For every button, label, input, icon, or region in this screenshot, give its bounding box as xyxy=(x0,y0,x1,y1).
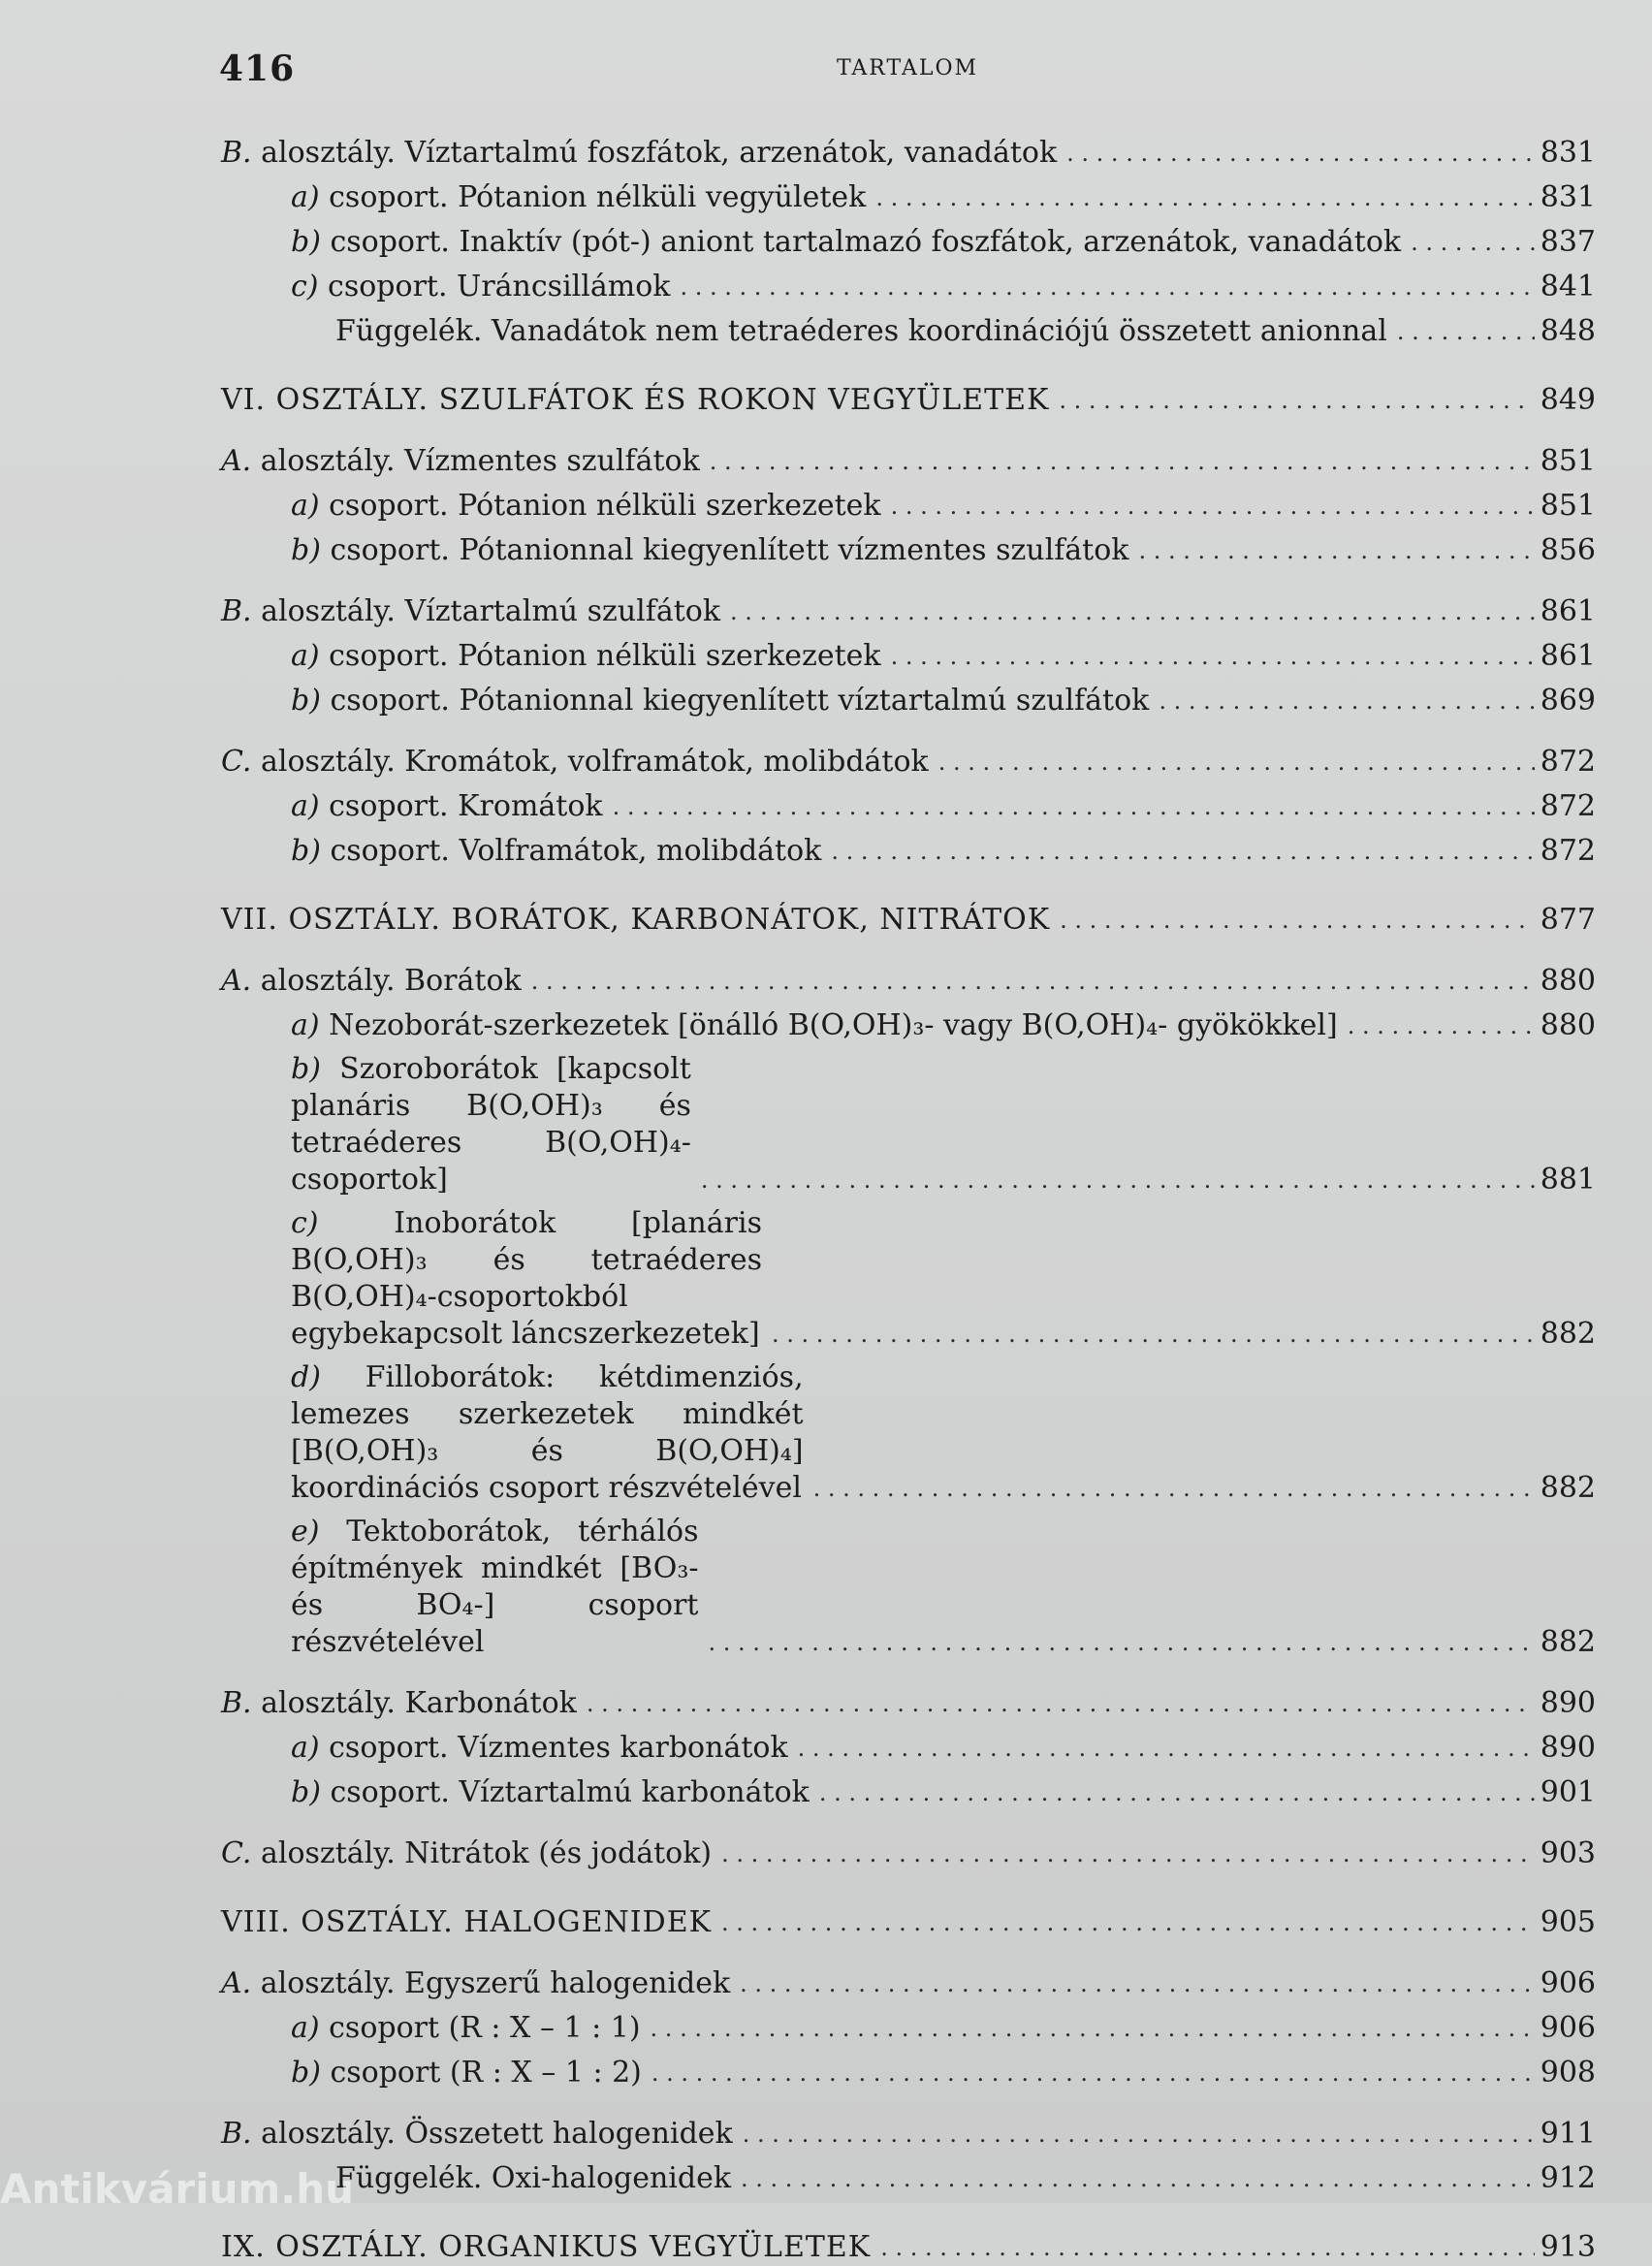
watermark: Antikvárium.hu xyxy=(0,2165,355,2203)
toc-entry-label xyxy=(221,135,1057,172)
dot-leader xyxy=(1397,312,1535,350)
toc-entry-label xyxy=(221,593,720,630)
toc-entry xyxy=(221,1205,1596,1353)
toc-entry-label xyxy=(291,1051,691,1198)
toc-entry-label xyxy=(221,1904,712,1941)
toc-entry-text: IX. OSZTÁLY. ORGANIKUS VEGYÜLETEK xyxy=(221,2230,872,2264)
toc-entry-prefix: C. xyxy=(221,1836,252,1870)
toc-entry-text: Függelék. Oxi-halogenidek xyxy=(335,2161,732,2195)
toc-entry-label xyxy=(335,2160,731,2197)
toc-entry xyxy=(221,134,1596,172)
toc-entry-text: Filloborátok: kétdimenziós, lemezes szerkezetek mindkét [B(O,OH)₃ és B(O,OH)₄] koordinációs csoport részvételével xyxy=(291,1360,804,1505)
toc-entry-page: 913 xyxy=(1540,2230,1596,2264)
toc-entry xyxy=(221,1006,1596,1044)
toc-entry-prefix: A. xyxy=(221,964,252,998)
toc-entry-page: 906 xyxy=(1540,2011,1596,2045)
dot-leader xyxy=(730,592,1535,630)
toc-entry-label xyxy=(221,1685,577,1722)
dot-leader xyxy=(721,1903,1535,1941)
toc-entry-text: csoport. Pótanionnal kiegyenlített víztartalmú szulfátok xyxy=(320,684,1150,718)
dot-leader xyxy=(819,1773,1535,1811)
toc-entry-label xyxy=(291,788,603,825)
dot-leader xyxy=(772,1315,1535,1353)
toc-entry-page: 848 xyxy=(1540,314,1596,348)
dot-leader xyxy=(798,1729,1535,1767)
dot-leader xyxy=(1411,223,1535,261)
toc-entry-page: 856 xyxy=(1540,533,1596,567)
toc-entry xyxy=(221,2228,1596,2266)
toc-entry-label xyxy=(291,1359,804,1507)
page-number: 416 xyxy=(219,48,296,89)
dot-leader xyxy=(1159,682,1534,719)
dot-leader xyxy=(741,2159,1535,2197)
toc-entry xyxy=(221,2054,1596,2091)
toc-entry-text: alosztály. Nitrátok (és jodátok) xyxy=(251,1836,713,1870)
toc-entry-text: alosztály. Víztartalmú szulfátok xyxy=(251,594,721,628)
toc-entry-label xyxy=(291,1007,1338,1044)
toc-entry-page: 882 xyxy=(1540,1625,1596,1659)
dot-leader xyxy=(813,1469,1535,1507)
toc-entry-text: csoport. Inaktív (pót-) aniont tartalmazó foszfátok, arzenátok, vanadátok xyxy=(320,225,1402,259)
toc-entry-label xyxy=(221,1835,712,1872)
toc-entry-text: alosztály. Víztartalmú foszfátok, arzenátok, vanadátok xyxy=(251,136,1058,170)
toc-entry-page: 912 xyxy=(1540,2161,1596,2195)
toc-entry-label xyxy=(221,744,929,781)
toc-entry-label xyxy=(291,1205,762,1353)
toc-entry xyxy=(221,1514,1596,1661)
toc-entry-prefix: C. xyxy=(221,745,252,779)
toc-entry-page: 908 xyxy=(1540,2056,1596,2090)
toc-entry xyxy=(221,312,1596,350)
toc-entry xyxy=(221,682,1596,719)
toc-entry-label xyxy=(221,1965,730,2002)
toc-entry-prefix: A. xyxy=(221,1966,252,2000)
toc-entry xyxy=(221,1903,1596,1941)
toc-entry-prefix: e) xyxy=(291,1515,320,1548)
toc-entry-prefix: a) xyxy=(291,489,320,523)
toc-entry xyxy=(221,2009,1596,2047)
toc-entry xyxy=(221,178,1596,216)
toc-entry-prefix: a) xyxy=(291,789,320,823)
toc-entry xyxy=(221,901,1596,939)
toc-entry-text: VI. OSZTÁLY. SZULFÁTOK ÉS ROKON VEGYÜLETEK xyxy=(221,383,1050,417)
toc-entry-text: alosztály. Összetett halogenidek xyxy=(251,2117,733,2151)
toc-entry-text: Nezoborát-szerkezetek [önálló B(O,OH)₃- vagy B(O,OH)₄- gyökökkel] xyxy=(319,1008,1338,1042)
toc-entry-text: alosztály. Kromátok, volframátok, molibdátok xyxy=(251,745,929,779)
toc-entry-page: 869 xyxy=(1540,684,1596,718)
toc-entry-text: alosztály. Karbonátok xyxy=(251,1686,577,1720)
toc-entry-label xyxy=(291,638,881,675)
toc-entry-page: 849 xyxy=(1540,383,1596,417)
toc-entry-text: Függelék. Vanadátok nem tetraéderes koordinációjú összetett anionnal xyxy=(335,314,1387,348)
toc-entry-page: 906 xyxy=(1540,1966,1596,2000)
toc-entry xyxy=(221,592,1596,630)
toc-entry-prefix: A. xyxy=(221,444,252,478)
toc-entry-prefix: a) xyxy=(291,1008,320,1042)
dot-leader xyxy=(680,268,1534,305)
dot-leader xyxy=(710,442,1535,480)
toc-entry-prefix: B. xyxy=(221,1686,252,1720)
toc-entry xyxy=(221,2159,1596,2197)
toc-entry-label xyxy=(221,443,700,480)
toc-entry-page: 831 xyxy=(1540,180,1596,214)
toc-entry-label xyxy=(291,224,1401,261)
toc-entry-prefix: c) xyxy=(291,270,319,303)
toc-entry-label xyxy=(291,2055,642,2091)
toc-entry-page: 831 xyxy=(1540,136,1596,170)
toc-entry xyxy=(221,1684,1596,1722)
toc-entry-label xyxy=(291,532,1128,569)
toc-entry xyxy=(221,832,1596,870)
dot-leader xyxy=(891,487,1535,525)
toc-entry-page: 901 xyxy=(1540,1775,1596,1809)
toc-entry-text: csoport. Uráncsillámok xyxy=(318,270,671,303)
toc-entry-text: Tektoborátok, térhálós építmények mindkét [BO₃- és BO₄-] csoport részvételével xyxy=(291,1515,699,1659)
toc-entry-page: 861 xyxy=(1540,594,1596,628)
toc-entry xyxy=(221,1773,1596,1811)
toc-entry-page: 877 xyxy=(1540,903,1596,937)
toc-entry-prefix: B. xyxy=(221,136,252,170)
toc-entry-page: 841 xyxy=(1540,270,1596,303)
toc-entry xyxy=(221,223,1596,261)
toc-entry-prefix: B. xyxy=(221,2117,252,2151)
dot-leader xyxy=(1060,901,1535,939)
dot-leader xyxy=(891,637,1535,675)
toc-entry-label xyxy=(221,963,522,1000)
toc-entry-page: 882 xyxy=(1540,1471,1596,1505)
toc-entry-text: VII. OSZTÁLY. BORÁTOK, KARBONÁTOK, NITRÁTOK xyxy=(221,903,1051,937)
toc-entry-label xyxy=(291,1514,699,1661)
toc-entry-text: csoport. Volframátok, molibdátok xyxy=(320,834,822,868)
toc-entry-prefix: b) xyxy=(291,533,321,567)
toc-entry xyxy=(221,743,1596,781)
toc-entry xyxy=(221,1729,1596,1767)
toc-entry-text: Szoroborátok [kapcsolt planáris B(O,OH)₃ és tetraéderes B(O,OH)₄-csoportok] xyxy=(291,1052,691,1197)
dot-leader xyxy=(875,178,1534,216)
toc-entry-text: csoport (R : X – 1 : 1) xyxy=(319,2011,641,2045)
toc-entry-page: 911 xyxy=(1540,2117,1596,2151)
dot-leader xyxy=(531,962,1535,1000)
dot-leader xyxy=(831,832,1534,870)
dot-leader xyxy=(701,1161,1535,1198)
toc-entry xyxy=(221,531,1596,569)
toc-entry-prefix: b) xyxy=(291,1052,321,1086)
toc-entry-label xyxy=(291,179,866,216)
dot-leader xyxy=(1059,381,1534,419)
dot-leader xyxy=(743,2115,1535,2153)
toc-entry-text: csoport. Pótanion nélküli szerkezetek xyxy=(319,489,881,523)
toc-entry-label xyxy=(221,2116,733,2153)
toc-entry-text: csoport. Kromátok xyxy=(319,789,603,823)
toc-entry-label xyxy=(291,2010,641,2047)
toc-entry xyxy=(221,268,1596,305)
toc-entry xyxy=(221,787,1596,825)
toc-entry xyxy=(221,1964,1596,2002)
toc-entry xyxy=(221,1051,1596,1198)
toc-entry-prefix: a) xyxy=(291,2011,320,2045)
toc-entry xyxy=(221,2115,1596,2153)
toc-entry-label xyxy=(291,833,821,870)
toc-entry-text: csoport. Vízmentes karbonátok xyxy=(319,1731,788,1765)
toc-entry-text: alosztály. Vízmentes szulfátok xyxy=(251,444,700,478)
toc-entry-text: VIII. OSZTÁLY. HALOGENIDEK xyxy=(221,1905,712,1939)
toc-entry xyxy=(221,962,1596,1000)
toc-entry-label xyxy=(291,683,1149,719)
toc-entry-page: 890 xyxy=(1540,1686,1596,1720)
toc-entry-page: 851 xyxy=(1540,444,1596,478)
toc-entry xyxy=(221,637,1596,675)
toc-entry-text: csoport. Pótanion nélküli szerkezetek xyxy=(319,639,881,673)
dot-leader xyxy=(1348,1006,1535,1044)
toc-entry-prefix: a) xyxy=(291,1731,320,1765)
toc-entry-prefix: b) xyxy=(291,1775,321,1809)
dot-leader xyxy=(721,1835,1535,1872)
toc-entry-page: 872 xyxy=(1540,789,1596,823)
toc-entry-page: 881 xyxy=(1540,1163,1596,1197)
toc-entry-prefix: d) xyxy=(291,1360,321,1394)
dot-leader xyxy=(587,1684,1535,1722)
dot-leader xyxy=(1066,134,1535,172)
toc-entry-page: 861 xyxy=(1540,639,1596,673)
toc-entry-prefix: b) xyxy=(291,2056,321,2090)
toc-entry-text: alosztály. Egyszerű halogenidek xyxy=(251,1966,731,2000)
table-of-contents xyxy=(221,134,1596,2266)
toc-entry-text: csoport. Pótanionnal kiegyenlített vízmentes szulfátok xyxy=(320,533,1129,567)
toc-entry-label xyxy=(221,902,1050,939)
toc-entry-text: alosztály. Borátok xyxy=(251,964,522,998)
toc-entry xyxy=(221,1835,1596,1872)
toc-entry-prefix: b) xyxy=(291,684,321,718)
toc-entry-label xyxy=(291,1730,788,1767)
toc-entry-text: csoport. Víztartalmú karbonátok xyxy=(320,1775,810,1809)
toc-entry-page: 837 xyxy=(1540,225,1596,259)
toc-entry-prefix: b) xyxy=(291,225,321,259)
toc-entry-prefix: B. xyxy=(221,594,252,628)
page-header xyxy=(219,48,1596,97)
toc-entry-label xyxy=(221,382,1049,419)
toc-entry-page: 872 xyxy=(1540,745,1596,779)
dot-leader xyxy=(651,2009,1535,2047)
toc-entry-prefix: c) xyxy=(291,1206,319,1240)
running-head: TARTALOM xyxy=(836,56,979,80)
toc-entry-page: 882 xyxy=(1540,1317,1596,1351)
toc-entry-text: csoport (R : X – 1 : 2) xyxy=(320,2056,642,2090)
toc-entry-page: 880 xyxy=(1540,964,1596,998)
toc-entry-label xyxy=(221,2229,871,2266)
toc-entry-text: Inoborátok [planáris B(O,OH)₃ és tetraéderes B(O,OH)₄-csoportokból egybekapcsolt láncszerkezetek] xyxy=(291,1206,762,1351)
toc-entry xyxy=(221,487,1596,525)
dot-leader xyxy=(1138,531,1534,569)
toc-entry-page: 905 xyxy=(1540,1905,1596,1939)
toc-entry-prefix: a) xyxy=(291,639,320,673)
toc-entry xyxy=(221,442,1596,480)
toc-entry xyxy=(221,381,1596,419)
toc-entry-label xyxy=(335,313,1387,350)
toc-entry-prefix: b) xyxy=(291,834,321,868)
toc-entry-label xyxy=(291,488,881,525)
dot-leader xyxy=(651,2054,1535,2091)
dot-leader xyxy=(938,743,1535,781)
dot-leader xyxy=(740,1964,1535,2002)
toc-entry-prefix: a) xyxy=(291,180,320,214)
toc-entry-page: 880 xyxy=(1540,1008,1596,1042)
dot-leader xyxy=(880,2228,1535,2266)
toc-entry-page: 851 xyxy=(1540,489,1596,523)
toc-entry-label xyxy=(291,1774,810,1811)
toc-entry-page: 890 xyxy=(1540,1731,1596,1765)
dot-leader xyxy=(613,787,1535,825)
toc-entry-text: csoport. Pótanion nélküli vegyületek xyxy=(319,180,867,214)
toc-entry xyxy=(221,1359,1596,1507)
toc-entry-page: 903 xyxy=(1540,1836,1596,1870)
toc-entry-page: 872 xyxy=(1540,834,1596,868)
toc-entry-label xyxy=(291,269,670,305)
dot-leader xyxy=(709,1623,1535,1661)
